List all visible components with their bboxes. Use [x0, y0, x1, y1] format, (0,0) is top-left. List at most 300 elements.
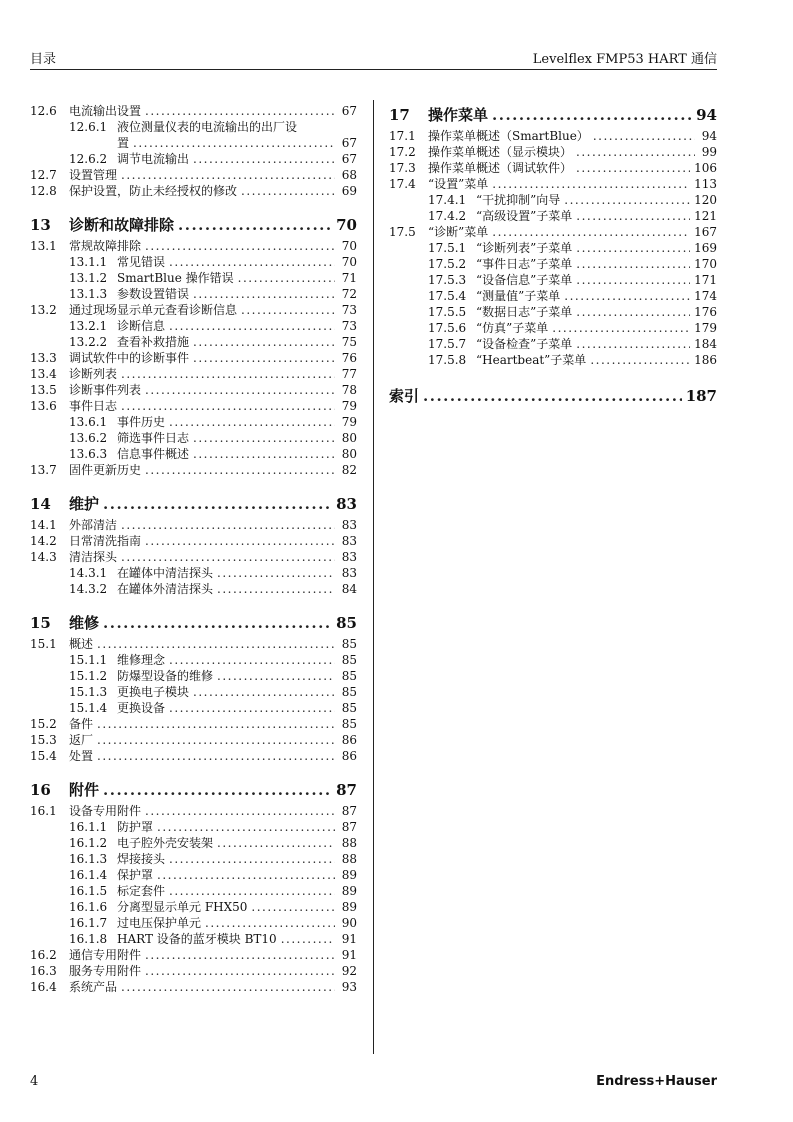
- toc-entry[interactable]: [30, 915, 357, 931]
- toc-entry-number: 13.1.1: [69, 255, 108, 269]
- toc-entry-page: 83: [336, 495, 357, 513]
- toc-entry-page: 73: [341, 303, 357, 317]
- toc-entry-page: 76: [341, 351, 357, 365]
- toc-leader-dots: [121, 979, 335, 995]
- toc-entry-page: 87: [341, 804, 357, 818]
- toc-entry[interactable]: [30, 819, 357, 835]
- toc-entry-page: 171: [694, 273, 717, 287]
- toc-entry-page: 120: [694, 193, 717, 207]
- toc-entry-page: 83: [341, 566, 357, 580]
- toc-entry-title: “高级设置”子菜单: [476, 209, 573, 223]
- toc-entry-line: [30, 119, 357, 135]
- toc-leader-dots: [97, 748, 335, 764]
- toc-entry-page: 70: [341, 239, 357, 253]
- toc-entry[interactable]: [30, 302, 357, 318]
- toc-entry-number: 14: [30, 495, 51, 513]
- toc-entry[interactable]: [30, 979, 357, 995]
- toc-entry-number: 14.1: [30, 518, 57, 532]
- toc-leader-dots: [193, 151, 335, 167]
- header-section-title: 目录: [30, 52, 57, 67]
- toc-leader-dots: [103, 613, 332, 633]
- toc-entry-page: 83: [341, 550, 357, 564]
- toc-entry[interactable]: [389, 224, 717, 240]
- toc-entry-number: 17.4: [389, 177, 416, 191]
- toc-entry[interactable]: [30, 700, 357, 716]
- toc-entry-page: 88: [341, 852, 357, 866]
- toc-entry-number: 17.3: [389, 161, 416, 175]
- toc-entry-number: 13.6: [30, 399, 57, 413]
- toc-entry-title: 索引: [389, 387, 420, 405]
- toc-entry[interactable]: [389, 176, 717, 192]
- toc-entry-number: 15.1.3: [69, 685, 108, 699]
- toc-leader-dots: [157, 819, 335, 835]
- toc-entry-page: 93: [341, 980, 357, 994]
- toc-entry-page: 80: [341, 447, 357, 461]
- toc-entry-number: 13.7: [30, 463, 57, 477]
- toc-entry[interactable]: [389, 160, 717, 176]
- toc-leader-dots: [593, 128, 695, 144]
- toc-entry[interactable]: [30, 716, 357, 732]
- toc-entry-title: 更换设备: [117, 701, 166, 715]
- toc-chapter[interactable]: [30, 780, 357, 800]
- toc-entry-number: 12.8: [30, 184, 57, 198]
- toc-entry-title: 固件更新历史: [69, 463, 142, 477]
- toc-leader-dots: [169, 414, 335, 430]
- toc-entry-page: 85: [341, 717, 357, 731]
- toc-entry-page: 85: [341, 669, 357, 683]
- toc-entry[interactable]: [30, 366, 357, 382]
- toc-entry-page: 82: [341, 463, 357, 477]
- toc-entry-number: 15.2: [30, 717, 57, 731]
- toc-leader-dots: [121, 398, 335, 414]
- toc-entry-number: 17: [389, 106, 410, 124]
- toc-entry[interactable]: [30, 668, 357, 684]
- toc-leader-dots: [238, 270, 335, 286]
- toc-entry-number: 17.5.5: [428, 305, 467, 319]
- toc-leader-dots: [217, 565, 335, 581]
- toc-leader-dots: [241, 183, 335, 199]
- toc-entry-page: 88: [341, 836, 357, 850]
- toc-leader-dots: [205, 915, 335, 931]
- toc-leader-dots: [576, 272, 690, 288]
- toc-entry-page: 91: [341, 948, 357, 962]
- toc-entry-title-cont: 置: [117, 136, 130, 150]
- toc-entry-number: 15.1.2: [69, 669, 108, 683]
- toc-entry[interactable]: [30, 286, 357, 302]
- toc-chapter[interactable]: [389, 105, 717, 125]
- toc-leader-dots: [157, 867, 335, 883]
- toc-entry-page: 184: [694, 337, 717, 351]
- toc-entry[interactable]: [389, 256, 717, 272]
- toc-entry[interactable]: [30, 581, 357, 597]
- toc-leader-dots: [492, 105, 692, 125]
- toc-leader-dots: [145, 533, 335, 549]
- toc-entry-title: 防爆型设备的维修: [117, 669, 214, 683]
- toc-entry-title: “干扰抑制”向导: [476, 193, 561, 207]
- toc-entry[interactable]: [30, 414, 357, 430]
- toc-entry-page: 84: [341, 582, 357, 596]
- toc-entry-number: 17.5.1: [428, 241, 467, 255]
- toc-entry-title: “设备检查”子菜单: [476, 337, 573, 351]
- header-document-title: Levelflex FMP53 HART 通信: [532, 52, 717, 67]
- toc-entry-number: 17.5.6: [428, 321, 467, 335]
- toc-entry-title: 概述: [69, 637, 94, 651]
- toc-entry-title: 通过现场显示单元查看诊断信息: [69, 303, 238, 317]
- toc-entry-number: 13.1: [30, 239, 57, 253]
- toc-entry-page: 121: [694, 209, 717, 223]
- toc-entry-title: SmartBlue 操作错误: [117, 271, 234, 285]
- toc-entry-number: 17.5.8: [428, 353, 467, 367]
- toc-entry[interactable]: [30, 119, 357, 151]
- toc-entry-page: 83: [341, 518, 357, 532]
- toc-entry-page: 71: [341, 271, 357, 285]
- brand-logo-text: Endress+Hauser: [596, 1074, 717, 1089]
- toc-chapter[interactable]: [30, 613, 357, 633]
- toc-entry-title: 电子腔外壳安装架: [117, 836, 214, 850]
- toc-leader-dots: [193, 350, 335, 366]
- toc-entry-title: 常见错误: [117, 255, 166, 269]
- toc-leader-dots: [121, 366, 335, 382]
- toc-entry-title: 设备专用附件: [69, 804, 142, 818]
- toc-entry-title: 操作菜单: [428, 106, 489, 124]
- toc-entry-number: 15.1: [30, 637, 57, 651]
- toc-entry[interactable]: [30, 430, 357, 446]
- toc-entry[interactable]: [30, 684, 357, 700]
- toc-leader-dots: [169, 851, 335, 867]
- toc-entry-page: 174: [694, 289, 717, 303]
- toc-entry-page: 170: [694, 257, 717, 271]
- toc-leader-dots: [145, 462, 335, 478]
- toc-entry-page: 67: [341, 136, 357, 150]
- toc-entry[interactable]: [30, 517, 357, 533]
- toc-entry-title: 处置: [69, 749, 94, 763]
- toc-entry-number: 13.6.1: [69, 415, 108, 429]
- toc-entry-title: 焊接接头: [117, 852, 166, 866]
- toc-entry-page: 91: [341, 932, 357, 946]
- toc-entry-number: 12.6.2: [69, 152, 108, 166]
- toc-entry[interactable]: [30, 318, 357, 334]
- toc-entry-title: 防护罩: [117, 820, 154, 834]
- toc-leader-dots: [576, 256, 690, 272]
- toc-entry-number: 16.2: [30, 948, 57, 962]
- toc-leader-dots: [169, 700, 335, 716]
- toc-leader-dots: [97, 732, 335, 748]
- toc-entry-number: 16.1.2: [69, 836, 108, 850]
- toc-leader-dots: [193, 334, 335, 350]
- toc-entry[interactable]: [30, 867, 357, 883]
- toc-entry[interactable]: [389, 192, 717, 208]
- toc-entry-page: 94: [701, 129, 717, 143]
- toc-leader-dots: [423, 386, 682, 406]
- toc-entry-page: 86: [341, 749, 357, 763]
- toc-entry[interactable]: [30, 183, 357, 199]
- toc-entry-page: 85: [341, 653, 357, 667]
- toc-leader-dots: [576, 208, 690, 224]
- toc-entry-number: 16: [30, 781, 51, 799]
- toc-leader-dots: [145, 803, 335, 819]
- toc-entry-number: 14.3.2: [69, 582, 108, 596]
- toc-entry[interactable]: [389, 336, 717, 352]
- toc-leader-dots: [193, 446, 335, 462]
- toc-entry-title: “设置”菜单: [428, 177, 489, 191]
- toc-leader-dots: [193, 684, 335, 700]
- toc-leader-dots: [178, 215, 332, 235]
- toc-entry[interactable]: [30, 835, 357, 851]
- toc-left-column: [30, 103, 357, 995]
- toc-entry[interactable]: [30, 732, 357, 748]
- toc-entry-title: 保护设置，防止未经授权的修改: [69, 184, 238, 198]
- toc-entry-title: HART 设备的蓝牙模块 BT10: [117, 932, 277, 946]
- toc-entry[interactable]: [30, 748, 357, 764]
- toc-entry-page: 94: [696, 106, 717, 124]
- toc-entry-number: 16.1.3: [69, 852, 108, 866]
- toc-entry-title: 液位测量仪表的电流输出的出厂设: [117, 120, 298, 134]
- toc-entry-title: 系统产品: [69, 980, 118, 994]
- toc-entry-title: 日常清洗指南: [69, 534, 142, 548]
- toc-entry-title: 过电压保护单元: [117, 916, 202, 930]
- toc-entry-title: 诊断列表: [69, 367, 118, 381]
- toc-entry-title: 诊断信息: [117, 319, 166, 333]
- toc-entry-title: 维修理念: [117, 653, 166, 667]
- toc-leader-dots: [145, 238, 335, 254]
- toc-leader-dots: [576, 240, 690, 256]
- toc-right-column: [389, 105, 717, 409]
- toc-entry-number: 14.3.1: [69, 566, 108, 580]
- toc-entry-title: 备件: [69, 717, 94, 731]
- toc-entry-title: 外部清洁: [69, 518, 118, 532]
- toc-entry[interactable]: [30, 652, 357, 668]
- toc-leader-dots: [97, 636, 335, 652]
- toc-entry-title: 维护: [69, 495, 100, 513]
- toc-entry-page: 187: [685, 387, 717, 405]
- toc-entry-number: 13.2.1: [69, 319, 108, 333]
- toc-entry-page: 113: [694, 177, 717, 191]
- toc-entry[interactable]: [30, 103, 357, 119]
- toc-leader-dots: [97, 716, 335, 732]
- toc-entry-page: 72: [341, 287, 357, 301]
- toc-entry-number: 12.6.1: [69, 120, 108, 134]
- toc-leader-dots: [121, 549, 335, 565]
- toc-leader-dots: [281, 931, 335, 947]
- toc-entry[interactable]: [389, 144, 717, 160]
- toc-entry-title: 事件日志: [69, 399, 118, 413]
- toc-entry-number: 12.7: [30, 168, 57, 182]
- toc-entry-title: 筛选事件日志: [117, 431, 190, 445]
- toc-entry-page: 70: [341, 255, 357, 269]
- toc-entry-page: 92: [341, 964, 357, 978]
- toc-leader-dots: [121, 167, 335, 183]
- header-divider: [30, 69, 717, 70]
- toc-leader-dots: [241, 302, 335, 318]
- toc-leader-dots: [193, 286, 335, 302]
- toc-entry[interactable]: [30, 899, 357, 915]
- toc-entry[interactable]: [30, 398, 357, 414]
- toc-entry-title: “设备信息”子菜单: [476, 273, 573, 287]
- toc-entry[interactable]: [30, 167, 357, 183]
- toc-entry-title: “Heartbeat”子菜单: [476, 353, 587, 367]
- toc-entry[interactable]: [30, 238, 357, 254]
- toc-entry-title: 常规故障排除: [69, 239, 142, 253]
- toc-entry-page: 83: [341, 534, 357, 548]
- toc-entry-number: 13.2: [30, 303, 57, 317]
- toc-leader-dots: [121, 517, 335, 533]
- toc-chapter[interactable]: [389, 386, 717, 406]
- toc-entry-number: 15.1.1: [69, 653, 108, 667]
- toc-entry-title: 维修: [69, 614, 100, 632]
- toc-entry[interactable]: [30, 947, 357, 963]
- toc-entry-number: 13.6.2: [69, 431, 108, 445]
- toc-entry-title: 参数设置错误: [117, 287, 190, 301]
- toc-entry-title: 保护罩: [117, 868, 154, 882]
- toc-chapter[interactable]: [30, 494, 357, 514]
- toc-entry-page: 67: [341, 104, 357, 118]
- toc-leader-dots: [103, 494, 332, 514]
- toc-entry-line: [30, 135, 357, 151]
- toc-entry-page: 106: [694, 161, 717, 175]
- toc-entry[interactable]: [30, 549, 357, 565]
- toc-entry-title: 清洁探头: [69, 550, 118, 564]
- toc-entry-title: 服务专用附件: [69, 964, 142, 978]
- toc-entry-number: 17.5: [389, 225, 416, 239]
- toc-entry-page: 73: [341, 319, 357, 333]
- toc-leader-dots: [145, 963, 335, 979]
- toc-entry[interactable]: [30, 963, 357, 979]
- toc-leader-dots: [145, 382, 335, 398]
- toc-leader-dots: [564, 288, 690, 304]
- toc-entry[interactable]: [30, 883, 357, 899]
- toc-leader-dots: [576, 304, 690, 320]
- toc-entry-title: 在罐体外清洁探头: [117, 582, 214, 596]
- toc-entry-number: 16.1.4: [69, 868, 108, 882]
- toc-entry-title: 诊断事件列表: [69, 383, 142, 397]
- toc-entry-page: 75: [341, 335, 357, 349]
- toc-entry[interactable]: [30, 851, 357, 867]
- toc-entry[interactable]: [389, 240, 717, 256]
- toc-entry-title: 通信专用附件: [69, 948, 142, 962]
- toc-entry-page: 89: [341, 868, 357, 882]
- toc-entry-title: 在罐体中清洁探头: [117, 566, 214, 580]
- toc-entry-page: 79: [341, 399, 357, 413]
- toc-entry-page: 85: [341, 685, 357, 699]
- toc-leader-dots: [492, 176, 690, 192]
- toc-leader-dots: [169, 883, 335, 899]
- toc-entry-page: 68: [341, 168, 357, 182]
- column-divider: [373, 100, 374, 1054]
- toc-entry-page: 77: [341, 367, 357, 381]
- toc-entry[interactable]: [389, 320, 717, 336]
- toc-leader-dots: [217, 668, 335, 684]
- toc-entry[interactable]: [389, 128, 717, 144]
- toc-entry-page: 87: [336, 781, 357, 799]
- toc-entry-title: “测量值”子菜单: [476, 289, 561, 303]
- toc-entry[interactable]: [389, 304, 717, 320]
- toc-entry[interactable]: [30, 334, 357, 350]
- toc-leader-dots: [169, 652, 335, 668]
- toc-leader-dots: [217, 835, 335, 851]
- toc-entry-number: 13.4: [30, 367, 57, 381]
- toc-entry-title: 电流输出设置: [69, 104, 142, 118]
- toc-entry-page: 186: [694, 353, 717, 367]
- toc-entry[interactable]: [30, 382, 357, 398]
- toc-entry-title: 操作菜单概述（调试软件）: [428, 161, 573, 175]
- toc-entry-title: 附件: [69, 781, 100, 799]
- toc-entry-title: “事件日志”子菜单: [476, 257, 573, 271]
- toc-entry-number: 17.2: [389, 145, 416, 159]
- toc-entry-number: 17.4.2: [428, 209, 467, 223]
- toc-leader-dots: [576, 144, 695, 160]
- toc-entry[interactable]: [30, 270, 357, 286]
- toc-entry[interactable]: [389, 352, 717, 368]
- page-number: 4: [30, 1074, 39, 1089]
- toc-entry-number: 16.1.1: [69, 820, 108, 834]
- toc-entry-number: 14.2: [30, 534, 57, 548]
- toc-entry-page: 86: [341, 733, 357, 747]
- toc-entry-number: 15: [30, 614, 51, 632]
- toc-entry-page: 90: [341, 916, 357, 930]
- toc-leader-dots: [145, 947, 335, 963]
- toc-leader-dots: [576, 336, 690, 352]
- toc-leader-dots: [145, 103, 335, 119]
- toc-entry[interactable]: [30, 446, 357, 462]
- toc-entry-number: 15.3: [30, 733, 57, 747]
- toc-entry-number: 17.5.2: [428, 257, 467, 271]
- toc-leader-dots: [133, 135, 335, 151]
- toc-entry-page: 89: [341, 884, 357, 898]
- toc-entry-title: 信息事件概述: [117, 447, 190, 461]
- toc-chapter[interactable]: [30, 215, 357, 235]
- toc-entry[interactable]: [30, 565, 357, 581]
- toc-entry-page: 70: [336, 216, 357, 234]
- toc-entry[interactable]: [30, 350, 357, 366]
- toc-entry-number: 12.6: [30, 104, 57, 118]
- toc-entry-number: 16.3: [30, 964, 57, 978]
- toc-entry-number: 16.4: [30, 980, 57, 994]
- toc-entry-number: 17.1: [389, 129, 416, 143]
- toc-leader-dots: [564, 192, 690, 208]
- toc-entry-number: 13.2.2: [69, 335, 108, 349]
- toc-entry[interactable]: [389, 272, 717, 288]
- toc-entry-number: 13.5: [30, 383, 57, 397]
- toc-entry[interactable]: [30, 533, 357, 549]
- toc-entry[interactable]: [30, 636, 357, 652]
- toc-entry[interactable]: [30, 151, 357, 167]
- toc-entry[interactable]: [30, 254, 357, 270]
- toc-entry-number: 14.3: [30, 550, 57, 564]
- toc-entry[interactable]: [389, 208, 717, 224]
- toc-entry-title: 标定套件: [117, 884, 166, 898]
- toc-entry-number: 17.4.1: [428, 193, 467, 207]
- toc-entry-page: 87: [341, 820, 357, 834]
- toc-entry-number: 13.1.2: [69, 271, 108, 285]
- toc-leader-dots: [251, 899, 335, 915]
- toc-entry-title: 操作菜单概述（显示模块）: [428, 145, 573, 159]
- toc-entry[interactable]: [30, 462, 357, 478]
- toc-entry-page: 99: [701, 145, 717, 159]
- toc-entry-page: 167: [694, 225, 717, 239]
- toc-leader-dots: [169, 254, 335, 270]
- toc-entry[interactable]: [389, 288, 717, 304]
- toc-entry-title: 返厂: [69, 733, 94, 747]
- toc-entry-number: 16.1.8: [69, 932, 108, 946]
- toc-leader-dots: [576, 160, 690, 176]
- toc-entry-number: 16.1: [30, 804, 57, 818]
- toc-entry-page: 79: [341, 415, 357, 429]
- toc-entry-title: 调试软件中的诊断事件: [69, 351, 190, 365]
- toc-entry-title: 诊断和故障排除: [69, 216, 175, 234]
- toc-leader-dots: [169, 318, 335, 334]
- toc-entry[interactable]: [30, 803, 357, 819]
- toc-entry[interactable]: [30, 931, 357, 947]
